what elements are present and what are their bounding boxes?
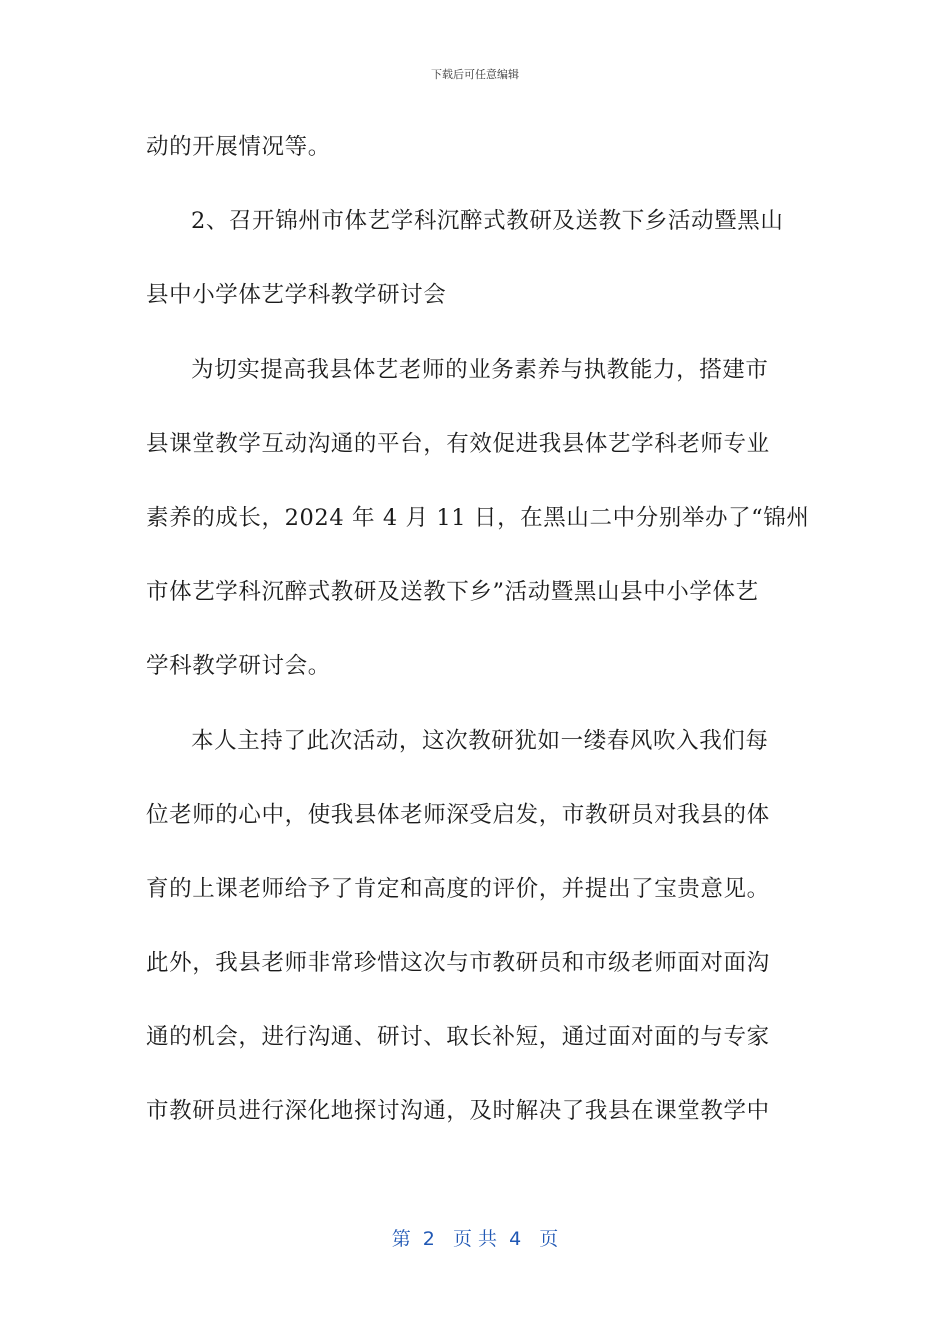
page-number-footer: 第 2 页 共 4 页	[391, 1228, 559, 1250]
document-body	[146, 120, 810, 1159]
body-line: 育的上课老师给予了肯定和高度的评价，并提出了宝贵意见。	[146, 875, 770, 902]
header-note: 下载后可任意编辑	[431, 68, 519, 81]
section-heading-line: 县中小学体艺学科教学研讨会	[146, 282, 447, 309]
body-line: 素养的成长，2024 年 4 月 11 日，在黑山二中分别举办了“锦州	[146, 504, 810, 531]
body-line: 动的开展情况等。	[146, 134, 331, 160]
body-line: 市体艺学科沉醉式教研及送教下乡”活动暨黑山县中小学体艺	[146, 579, 759, 606]
body-line: 位老师的心中，使我县体老师深受启发，市教研员对我县的体	[146, 801, 770, 828]
body-line: 此外，我县老师非常珍惜这次与市教研员和市级老师面对面沟	[146, 950, 770, 977]
body-line: 市教研员进行深化地探讨沟通，及时解决了我县在课堂教学中	[146, 1098, 770, 1125]
body-line: 县课堂教学互动沟通的平台，有效促进我县体艺学科老师专业	[146, 430, 770, 457]
body-line: 学科教学研讨会。	[146, 653, 331, 680]
paragraph-start-line: 为切实提高我县体艺老师的业务素养与执教能力，搭建市	[191, 356, 769, 383]
paragraph-start-line: 本人主持了此次活动，这次教研犹如一缕春风吹入我们每	[191, 727, 769, 754]
section-heading-line: 2、召开锦州市体艺学科沉醉式教研及送教下乡活动暨黑山	[191, 208, 784, 235]
body-line: 通的机会，进行沟通、研讨、取长补短，通过面对面的与专家	[146, 1024, 770, 1051]
